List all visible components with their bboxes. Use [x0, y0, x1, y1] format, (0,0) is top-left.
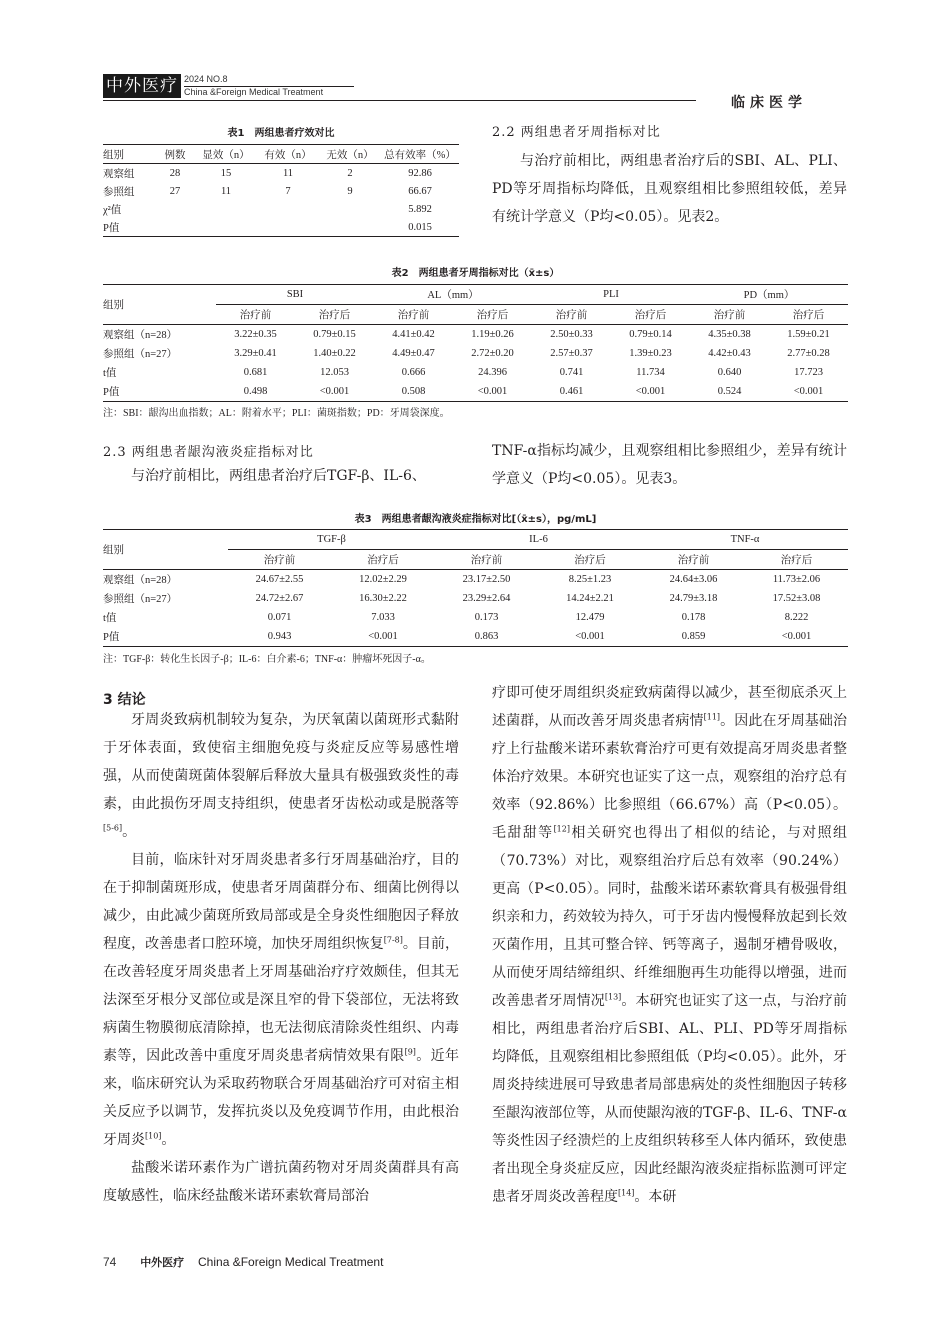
paragraph: 疗即可使牙周组织炎症致病菌得以减少，甚至彻底杀灭上述菌群，从而改善牙周炎患者病情[11]。因此在牙周基础治疗上行盐酸米诺环素软膏治疗可更有效提高牙周炎患者整体治疗效果。本研究也证实了这一点，观察组的治疗总有效率（92.86%）比参照组（66.67%）高（P<0.05）。毛甜甜等[12]相关研究也得出了相似的结论，与对照组（70.73%）对比，观察组治疗后总有效率（90.24%）更高（P<0.05）。同时，盐酸米诺环素软膏具有极强骨组织亲和力，药效较为持久，可于牙齿内慢慢释放起到长效灭菌作用，且其可整合锌、钙等离子，遏制牙槽骨吸收，从而使牙周结缔组织、纤维细胞再生功能得以增强，进而改善患者牙周情况[13]。本研究也证实了这一点，与治疗前相比，两组患者治疗后SBI、AL、PLI、PD等牙周指标均降低，且观察组相比参照组低（P均<0.05）。此外，牙周炎持续进展可导致患者局部患病处的炎性细胞因子转移至龈沟液部位等，从而使龈沟液的TGF-β、IL-6、TNF-α等炎性因子经溃烂的上皮组织转移至人体内循环，致使患者出现全身炎症反应，因此经龈沟液炎症指标监测可评定患者牙周炎改善程度[14]。本研 — [492, 685, 848, 1205]
table-row — [103, 218, 459, 237]
table3-sub-header: 治疗后 — [331, 550, 435, 570]
table2-sub-header: 治疗后 — [453, 305, 532, 325]
table1-header-cell: 总有效率（%） — [381, 145, 459, 164]
section-label: 临床医学 — [731, 95, 807, 111]
footer-journal-en: China &Foreign Medical Treatment — [198, 1255, 384, 1269]
table-cell: 24.396 — [478, 367, 507, 378]
table-cell: 11.73±2.06 — [772, 574, 821, 585]
table-cell: 0.666 — [401, 367, 426, 378]
table1-header-row — [103, 145, 459, 164]
table-cell: 11 — [282, 167, 294, 179]
table-cell: 15 — [220, 167, 232, 179]
table-cell: <0.001 — [611, 382, 690, 402]
paragraph: 目前，临床针对牙周炎患者多行牙周基础治疗，目的在于抑制菌斑形成，使患者牙周菌群分布、细菌比例得以减少，由此减少菌斑所致局部或是全身炎性细胞因子释放程度，改善患者口腔环境，加快牙周组织恢复[7-8]。目前，在改善轻度牙周炎患者上牙周基础治疗疗效颇佳，但其无法深至牙根分叉部位或是深且窄的骨下袋部位，无法将致病菌生物膜彻底清除掉，也无法彻底清除炎性组织、内毒素等，因此改善中重度牙周炎患者病情效果有限[9]。近年来，临床研究认为采取药物联合牙周基础治疗可对宿主相关反应予以调节，发挥抗炎以及免疫调节作用，由此根治牙周炎[10]。 — [103, 852, 460, 1148]
table-cell: <0.001 — [538, 627, 642, 647]
table1-header-cell: 组别 — [103, 145, 155, 164]
table-cell — [155, 200, 195, 218]
table3 — [103, 529, 848, 647]
paragraph: 牙周炎致病机制较为复杂，为厌氧菌以菌斑形式黏附于牙体表面，致使宿主细胞免疫与炎症反应等易感性增强，从而使菌斑菌体裂解后释放大量具有极强致炎性的毒素，由此损伤牙周支持组织，使患者牙齿松动或是脱落等[5-6]。 — [103, 712, 459, 840]
table-cell: 12.02±2.29 — [359, 574, 407, 585]
table-cell: 2.77±0.28 — [787, 348, 830, 359]
table3-note: 注：TGF-β：转化生长因子-β；IL-6：白介素-6；TNF-α：肿瘤坏死因子-α。 — [103, 654, 431, 665]
table-row — [103, 382, 848, 402]
table-cell: χ²值 — [103, 204, 122, 216]
table-cell: 观察组（n=28） — [103, 575, 178, 586]
table1 — [103, 144, 459, 237]
table-cell: 7.033 — [371, 612, 395, 623]
table-cell: 0.173 — [474, 612, 499, 623]
table3-group-row — [103, 530, 848, 550]
table-cell: 27 — [169, 185, 181, 197]
section-3-heading: 3 结论 — [103, 692, 146, 708]
table2-sub-header: 治疗后 — [295, 305, 374, 325]
table2-sub-header: 治疗后 — [769, 305, 848, 325]
table-cell: 0.79±0.15 — [313, 329, 356, 340]
table-cell: 0.508 — [374, 382, 453, 402]
table-cell — [319, 218, 381, 237]
table-cell — [155, 218, 195, 237]
table-cell: 7 — [285, 185, 291, 197]
table-cell: 8.222 — [784, 612, 809, 623]
page-footer — [103, 1254, 383, 1270]
table-cell: <0.001 — [295, 382, 374, 402]
table-cell: 0.859 — [642, 627, 745, 647]
table3-group-header: TNF-α — [642, 530, 848, 550]
table3-sub-header: 治疗前 — [228, 550, 331, 570]
table-cell: 观察组 — [103, 168, 135, 180]
table-cell — [257, 218, 319, 237]
section-3-left-column — [103, 706, 459, 1210]
table1-header-cell: 有效（n） — [257, 145, 319, 164]
table1-caption: 表1 两组患者疗效对比 — [227, 128, 335, 139]
table2-group-label: 组别 — [103, 285, 216, 325]
table-cell: 4.35±0.38 — [708, 329, 751, 340]
table-cell: 0.741 — [559, 367, 584, 378]
table-cell: 1.40±0.22 — [313, 348, 356, 359]
table-row — [103, 344, 848, 363]
table-cell: <0.001 — [769, 382, 848, 402]
table-cell: 1.19±0.26 — [471, 329, 514, 340]
table1-header-cell: 无效（n） — [319, 145, 381, 164]
table2 — [103, 284, 848, 402]
citation: [10] — [145, 1131, 162, 1141]
table-cell: 观察组（n=28） — [103, 330, 178, 341]
table-cell: 4.49±0.47 — [392, 348, 435, 359]
table3-caption: 表3 两组患者龈沟液炎症指标对比[（x̄±s），pg/mL] — [354, 514, 597, 525]
table-cell: 2.50±0.33 — [550, 329, 593, 340]
table-cell: 24.72±2.67 — [255, 593, 304, 604]
table-cell: 0.79±0.14 — [629, 329, 672, 340]
table-cell: <0.001 — [331, 627, 435, 647]
table-cell: 12.479 — [575, 612, 605, 623]
table-cell: 4.42±0.43 — [708, 348, 751, 359]
table3-group-header: TGF-β — [228, 530, 435, 550]
table-cell: 66.67 — [408, 185, 432, 197]
table-cell: 5.892 — [408, 203, 432, 215]
table-cell: 28 — [169, 167, 181, 179]
table-cell: 参照组（n=27） — [103, 349, 178, 360]
table-cell: 0.640 — [717, 367, 742, 378]
paragraph: 与治疗前相比，两组患者治疗后TGF-β、IL-6、 — [131, 468, 426, 484]
section-2-3-heading: 2.3 两组患者龈沟液炎症指标对比 — [103, 445, 314, 460]
table2-group-header: PLI — [532, 285, 690, 305]
table-cell: 0.863 — [435, 627, 538, 647]
table3-sub-header: 治疗前 — [435, 550, 538, 570]
section-2-2-text — [492, 147, 847, 231]
table-cell: P值 — [103, 627, 228, 647]
section-3-right-column — [492, 679, 847, 1211]
table3-group-label: 组别 — [103, 530, 228, 570]
table-cell: 92.86 — [408, 167, 432, 179]
table2-sub-header: 治疗前 — [532, 305, 611, 325]
table2-sub-header: 治疗前 — [374, 305, 453, 325]
table-row — [103, 164, 459, 183]
table-cell: 2.72±0.20 — [471, 348, 514, 359]
journal-logo: 中外医疗 — [103, 74, 181, 98]
citation: [13] — [604, 992, 622, 1002]
table-cell: <0.001 — [745, 627, 848, 647]
table-cell: 24.64±3.06 — [669, 574, 718, 585]
paragraph: 盐酸米诺环素作为广谱抗菌药物对牙周炎菌群具有高度敏感性，临床经盐酸米诺环素软膏局部治 — [103, 1160, 459, 1204]
table-cell: P值 — [103, 218, 155, 237]
citation: [12] — [553, 824, 570, 834]
table-cell: 1.59±0.21 — [787, 329, 830, 340]
table-cell: 3.29±0.41 — [234, 348, 277, 359]
table-cell: 11.734 — [636, 367, 665, 378]
table2-group-header: PD（mm） — [690, 285, 848, 305]
footer-journal-cn: 中外医疗 — [140, 1256, 185, 1269]
table-cell: 17.723 — [794, 367, 823, 378]
table-cell: 17.52±3.08 — [772, 593, 821, 604]
table-row — [103, 627, 848, 647]
table-row — [103, 570, 848, 590]
section-2-3-text-right — [492, 437, 847, 493]
table-cell: 9 — [347, 185, 353, 197]
table-cell: 23.29±2.64 — [462, 593, 511, 604]
table-row — [103, 589, 848, 608]
table-cell: 0.524 — [690, 382, 769, 402]
table-row — [103, 200, 459, 218]
table-cell: 24.79±3.18 — [669, 593, 718, 604]
table-cell — [319, 200, 381, 218]
table2-sub-header: 治疗前 — [216, 305, 295, 325]
table-cell: <0.001 — [453, 382, 532, 402]
citation: [5-6] — [103, 823, 123, 833]
table2-group-header: SBI — [216, 285, 374, 305]
table-cell: 0.681 — [243, 367, 268, 378]
table-cell: 14.24±2.21 — [566, 593, 614, 604]
table-cell — [195, 218, 257, 237]
table-cell: 2.57±0.37 — [550, 348, 593, 359]
table-cell: 23.17±2.50 — [462, 574, 511, 585]
table-cell: 0.498 — [216, 382, 295, 402]
table-cell: 8.25±1.23 — [568, 574, 612, 585]
table2-note: 注：SBI：龈沟出血指数；AL：附着水平；PLI：菌斑指数；PD：牙周袋深度。 — [103, 408, 450, 419]
paragraph: 与治疗前相比，两组患者治疗后的SBI、AL、PLI、PD等牙周指标均降低，且观察组相比参照组较低，差异有统计学意义（P均<0.05）。见表2。 — [492, 153, 847, 225]
table2-group-header: AL（mm） — [374, 285, 532, 305]
citation: [9] — [404, 1047, 416, 1057]
table-cell: 16.30±2.22 — [359, 593, 407, 604]
table2-sub-header: 治疗前 — [690, 305, 769, 325]
table-row — [103, 182, 459, 200]
table-cell: 12.053 — [320, 367, 349, 378]
journal-en-title: China &Foreign Medical Treatment — [184, 87, 324, 97]
table-cell: 4.41±0.42 — [392, 329, 435, 340]
table3-sub-header: 治疗后 — [745, 550, 848, 570]
table-row — [103, 363, 848, 382]
table-cell: 0.943 — [228, 627, 331, 647]
table-cell: t值 — [103, 368, 117, 379]
table-cell: t值 — [103, 613, 117, 624]
table2-group-row — [103, 285, 848, 305]
table1-header-cell: 例数 — [155, 145, 195, 164]
citation: [7-8] — [383, 935, 403, 945]
table-cell: 11 — [220, 185, 232, 197]
table2-sub-header: 治疗后 — [611, 305, 690, 325]
table-cell: 1.39±0.23 — [629, 348, 672, 359]
table3-group-header: IL-6 — [435, 530, 642, 550]
section-2-2-heading: 2.2 两组患者牙周指标对比 — [492, 125, 661, 140]
header-rule — [103, 100, 696, 101]
table-cell: 2 — [347, 167, 353, 179]
table-cell: 0.461 — [532, 382, 611, 402]
table3-sub-header: 治疗前 — [642, 550, 745, 570]
table-cell: 参照组（n=27） — [103, 594, 178, 605]
page-number: 74 — [103, 1255, 117, 1269]
table2-caption: 表2 两组患者牙周指标对比（x̄±s） — [391, 268, 560, 279]
table-cell: 24.67±2.55 — [255, 574, 304, 585]
table-cell: P值 — [103, 382, 216, 402]
year-issue: 2024 NO.8 — [184, 74, 228, 84]
table-cell: 0.015 — [381, 218, 459, 237]
paragraph: TNF-α指标均减少，且观察组相比参照组少，差异有统计学意义（P均<0.05）。见表3。 — [492, 443, 847, 487]
table-row — [103, 608, 848, 627]
table-cell: 0.178 — [681, 612, 706, 623]
table1-header-cell: 显效（n） — [195, 145, 257, 164]
table3-sub-header: 治疗后 — [538, 550, 642, 570]
table-cell — [257, 200, 319, 218]
table-cell: 参照组 — [103, 186, 135, 198]
table-cell — [195, 200, 257, 218]
section-2-3-text-left — [103, 462, 459, 490]
table-row — [103, 325, 848, 345]
citation: [11] — [703, 712, 721, 722]
citation: [14] — [618, 1188, 635, 1198]
table-cell: 0.071 — [267, 612, 292, 623]
table-cell: 3.22±0.35 — [234, 329, 277, 340]
